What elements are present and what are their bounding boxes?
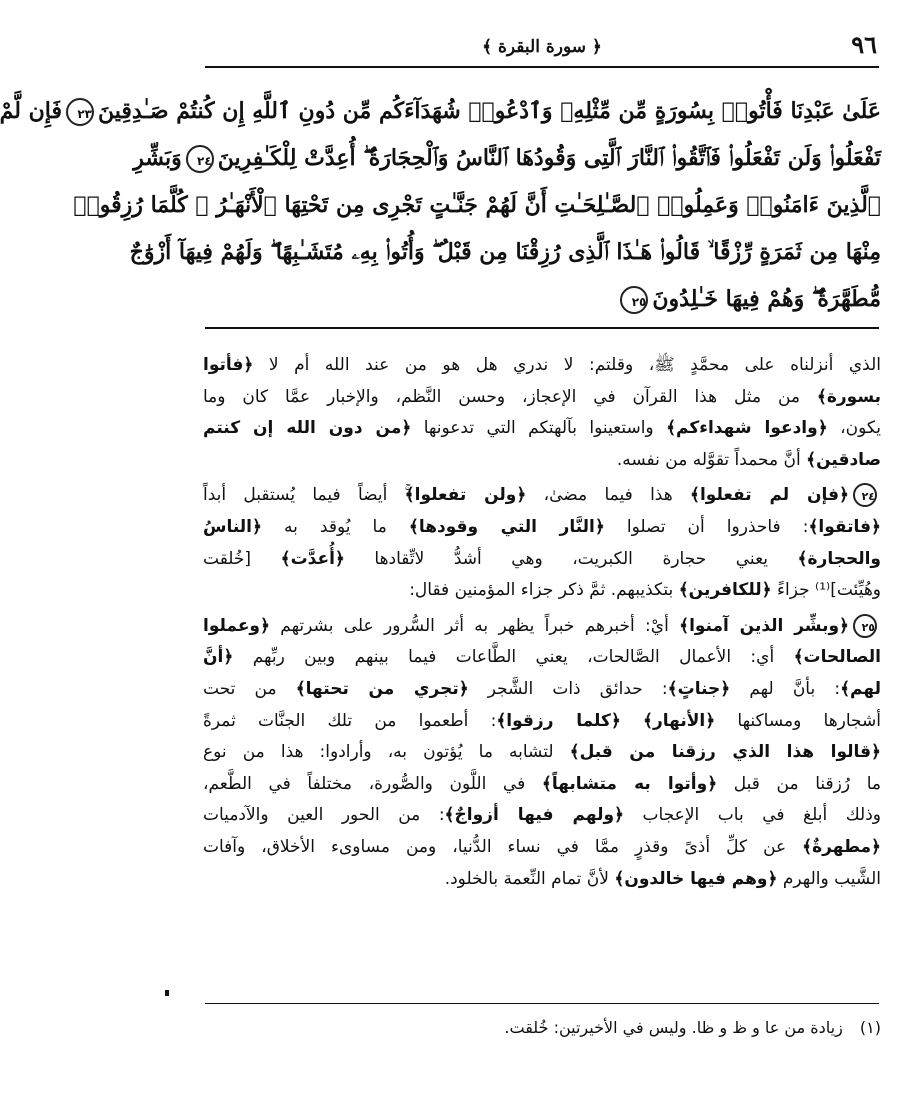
commentary-line <box>203 706 881 738</box>
commentary-paragraph <box>203 611 881 895</box>
commentary-paragraph <box>203 480 881 606</box>
text-run: ۚ أيضاً فيما يُستقبل أبداً <box>203 485 405 506</box>
ayah-number-marker: ٢٣ <box>66 98 94 126</box>
text-run: يكون، <box>827 418 881 439</box>
quoted-verse-phrase: ﴿للكافرين﴾ <box>678 580 772 601</box>
text-run: مِنْهَا مِن ثَمَرَةٍ رِّزْقًا ۙ قَالُوا۟ هَـٰذَا ٱلَّذِى رُزِقْنَا مِن قَبْلُ ۖ وَأُتُوا۟ بِهِۦ مُتَشَـٰبِهًا ۖ وَلَهُمْ فِيهَآ أَزْوَٰجٌ <box>129 239 881 265</box>
text-run: : فاحذروا أن تصلوا <box>604 516 809 537</box>
quoted-verse-phrase: ﴿أنَّ <box>203 647 234 668</box>
quoted-verse-phrase: ﴿جناتٍ﴾ <box>667 678 731 699</box>
text-run: في اللَّون والصُّورة، مختلفاً في الطَّعم، <box>203 773 542 794</box>
commentary-line <box>203 611 881 643</box>
quoted-verse-phrase: ﴿وأتوا به متشابهاً﴾ <box>541 773 718 794</box>
commentary-line <box>203 480 881 512</box>
quran-line <box>133 135 881 182</box>
commentary-line <box>203 544 881 576</box>
text-run: وَبَشِّرِ <box>133 145 182 171</box>
text-run: لتشابه ما يُؤتون به، وأرادوا: هذا من نوع <box>203 742 570 763</box>
text-run: عَلَىٰ عَبْدِنَا فَأْتُوا۟ بِسُورَةٍ مِّن مِّثْلِهِۦ وَٱدْعُوا۟ شُهَدَآءَكُم مِّن دُونِ ٱللَّهِ إِن كُنتُمْ صَـٰدِقِينَ <box>98 98 881 124</box>
quoted-verse-phrase: والحجارة﴾ <box>797 548 881 569</box>
text-run: ما يُوقد به <box>261 516 409 537</box>
text-run <box>621 711 643 731</box>
commentary-line <box>203 642 881 674</box>
quran-text-block <box>0 88 881 323</box>
quoted-verse-phrase: ﴿من دون الله إن كنتم <box>203 418 412 439</box>
quran-line <box>129 229 881 276</box>
text-run: ما رُزقنا من قبل <box>717 773 881 794</box>
commentary-line <box>203 413 881 445</box>
commentary-line <box>203 382 881 414</box>
quoted-verse-phrase: ﴿ولن تفعلوا﴾ <box>404 485 527 506</box>
quoted-verse-phrase: ﴿أُعدَّت﴾ <box>280 548 345 569</box>
text-run: : أطعموا من تلك الجنَّات ثمرةً <box>203 710 497 731</box>
quoted-verse-phrase: ﴿قالوا هذا الذي رزقنا من قبل﴾ <box>569 742 881 763</box>
quoted-verse-phrase: ﴿وهم فيها خالدون﴾ <box>614 868 778 889</box>
quoted-verse-phrase: ﴿النَّار التي وقودها﴾ <box>408 516 605 537</box>
commentary-line <box>203 832 881 864</box>
quoted-verse-phrase: بسورة﴾ <box>816 386 881 407</box>
text-run: وهُيِّئت] <box>830 580 881 601</box>
text-run: لأنَّ تمام النِّعمة بالخلود. <box>444 868 615 889</box>
text-run: عن كلِّ أذىً وقذرٍ ممَّا في نساء الدُّنيا، ومن مساوىء الأخلاق، وآفات <box>203 836 803 857</box>
text-run: أنَّ محمداً تقوَّله من نفسه. <box>616 449 807 470</box>
commentary-line <box>203 864 881 896</box>
quoted-verse-phrase: ﴿مطهرةٌ﴾ <box>802 836 881 857</box>
text-run: هذا فيما مضىٰ، <box>526 485 691 506</box>
commentary-line <box>203 575 881 607</box>
margin-mark <box>165 990 169 996</box>
footnote-rule <box>205 1003 879 1004</box>
text-run: : بأنَّ لهم <box>730 678 841 699</box>
ayah-number-marker: ٢٤ <box>186 145 214 173</box>
quoted-verse-phrase: ﴿وبشِّر الذين آمنوا﴾ <box>679 615 849 636</box>
text-run: بتكذيبهم. ثمَّ ذكر جزاء المؤمنين فقال: <box>409 580 679 601</box>
commentary-line <box>203 674 881 706</box>
quoted-verse-phrase: صادقين﴾ <box>806 449 881 470</box>
text-run: تَفْعَلُوا۟ وَلَن تَفْعَلُوا۟ فَٱتَّقُوا۟ ٱلنَّارَ ٱلَّتِى وَقُودُهَا ٱلنَّاسُ وَٱلْحِجَارَةُ ۖ أُعِدَّتْ لِلْكَـٰفِرِينَ <box>217 145 881 171</box>
ayah-number-marker: ٢٥ <box>853 614 877 638</box>
commentary-line <box>203 445 881 477</box>
quoted-verse-phrase: ﴿الناسُ <box>203 516 262 537</box>
quoted-verse-phrase: ﴿فإن لم تفعلوا﴾ <box>690 485 849 506</box>
text-run: من تحت <box>203 678 296 699</box>
ayah-number-marker: ٢٤ <box>853 483 877 507</box>
quran-separator-rule <box>205 327 879 329</box>
text-run: فَإِن لَّمْ <box>0 98 62 124</box>
text-run: أيْ: أخبرهم خبراً يظهر به أثر السُّرور على بشرتهم <box>269 615 680 636</box>
header-rule <box>205 66 879 68</box>
ayah-number-marker: ٢٥ <box>620 286 648 314</box>
quoted-verse-phrase: ﴿الأنهار﴾ <box>643 710 716 731</box>
text-run: الذي أنزلناه على محمَّدٍ ﷺ، وقلتم: لا ندري هل هو من عند الله أم لا <box>253 355 881 375</box>
text-run: ⁽¹⁾ <box>815 580 831 601</box>
quoted-verse-phrase: ﴿كلما رزقوا﴾ <box>496 710 621 731</box>
commentary-line <box>203 769 881 801</box>
quoted-verse-phrase: ﴿تجري من تحتها﴾ <box>295 678 469 699</box>
quran-line <box>203 276 881 323</box>
text-run: [خُلقت <box>203 548 281 569</box>
footnote-number: (١) <box>859 1018 881 1037</box>
running-title: ﴿ سورة البقرة ﴾ <box>482 37 602 57</box>
text-run: واستعينوا بآلهتكم التي تدعونها <box>411 418 667 439</box>
commentary-paragraph <box>203 350 881 476</box>
page-number: ٩٦ <box>851 30 877 59</box>
quoted-verse-phrase: ﴿فأتوا <box>203 355 254 375</box>
footnote <box>203 1015 881 1041</box>
text-run: ٱلَّذِينَ ءَامَنُوا۟ وَعَمِلُوا۟ ٱلصَّـٰلِحَـٰتِ أَنَّ لَهُمْ جَنَّـٰتٍ تَجْرِى مِن تَحْتِهَا ٱلْأَنْهَـٰرُ ۖ كُلَّمَا رُزِقُوا۟ <box>73 192 881 218</box>
quran-line <box>73 182 881 229</box>
quoted-verse-phrase: ﴿وعملوا <box>203 615 270 636</box>
text-run: مُّطَهَّرَةٌ ۖ وَهُمْ فِيهَا خَـٰلِدُونَ <box>652 286 881 312</box>
text-run: : حدائق ذات الشَّجر <box>468 678 668 699</box>
commentary-block <box>203 350 881 990</box>
footnote-text: زيادة من عا و ظ و ظا. وليس في الأخيرتين: خُلقت. <box>504 1018 843 1037</box>
text-run: أشجارها ومساكنها <box>715 710 881 731</box>
commentary-line <box>203 350 881 382</box>
quoted-verse-phrase: ﴿وادعوا شهداءكم﴾ <box>666 418 828 439</box>
quoted-verse-phrase: الصالحات﴾ <box>793 647 881 668</box>
text-run: وذلك أبلغ في باب الإعجاب <box>624 805 881 826</box>
text-run: أي: الأعمال الصَّالحات، يعني الطَّاعات فيما بينهم وبين ربِّهم <box>233 647 794 668</box>
quoted-verse-phrase: لهم﴾ <box>840 678 881 699</box>
text-run: الشَّيب والهرم <box>777 868 881 889</box>
commentary-line <box>203 800 881 832</box>
page-header <box>203 28 881 68</box>
text-run: : من الحور العين والآدميات <box>203 805 445 826</box>
commentary-line <box>203 737 881 769</box>
text-run: جزاءً <box>771 580 816 601</box>
commentary-line <box>203 512 881 544</box>
text-run: يعني حجارة الكبريت، وهي أشدُّ لاتِّقادها <box>344 548 798 569</box>
text-run: من مثل هذا القرآن في الإعجاز، وحسن النَّظم، والإخبار عمَّا كان وما <box>203 386 817 407</box>
quoted-verse-phrase: ﴿ولهم فيها أزواجٌ﴾ <box>444 805 624 826</box>
quoted-verse-phrase: ﴿فاتقوا﴾ <box>808 516 882 537</box>
quran-line <box>0 88 881 135</box>
